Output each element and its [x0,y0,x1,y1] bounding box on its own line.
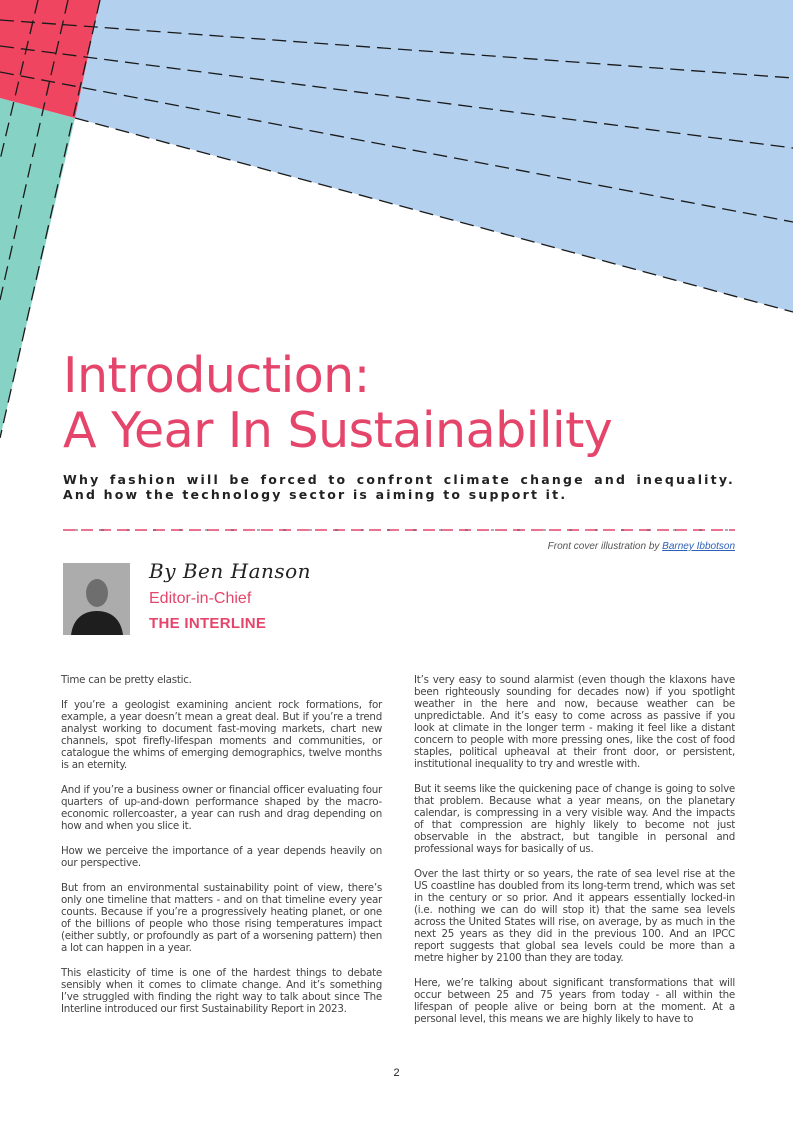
body-column-left [61,674,382,1028]
artist-link[interactable]: Barney Ibbotson [662,541,735,552]
credit-text: Front cover illustration by [547,541,660,552]
paragraph: Over the last thirty or so years, the rate of sea level rise at the US coastline has doubled from its long-term trend, which was set in the century or so prior. And it appears essentially locked-in (i.e. nothing we can do will stop it) that the same sea levels across the United States will rise, on average, by as much in the next 25 years as they did in the previous 100. And an IPCC report suggests that global sea levels could be more than a metre higher by 2100 than they are today. [414,868,735,964]
article-subtitle: Why fashion will be forced to confront climate change and inequality. And how the technology sector is aiming to support it. [63,472,735,502]
author-role: Editor-in-Chief [149,590,252,607]
paragraph: How we perceive the importance of a year depends heavily on our perspective. [61,845,382,869]
paragraph: But from an environmental sustainability point of view, there’s only one timeline that matters - and on that timeline every year counts. Because if you’re a progressively heating planet, or one of the billions of people who those rising temperatures impact (either subtly, or profoundly as part of a worsening pattern) then a lot can happen in a year. [61,882,382,954]
paragraph: But it seems like the quickening pace of change is going to solve that problem. Because what a year means, on the planetary calendar, is compressing in a very visible way. And the impacts of that compression are highly likely to become not just observable in the abstract, but tangible in personal and professional ways for basically of us. [414,783,735,855]
paragraph: Here, we’re talking about significant transformations that will occur between 25 and 75 years from today - all within the lifespan of people alive or being born at the moment. At a personal level, this means we are highly likely to have to [414,977,735,1025]
paragraph: This elasticity of time is one of the hardest things to debate sensibly when it comes to climate change. And it’s something I’ve struggled with finding the right way to talk about since The Interline introduced our first Sustainability Report in 2023. [61,967,382,1015]
title-line-2: A Year In Sustainability [63,402,613,459]
paragraph: If you’re a geologist examining ancient rock formations, for example, a year doesn’t mean a great deal. But if you’re a trend analyst working to document fast-moving markets, chart new channels, spot firefly-lifespan moments and communities, or catalogue the whims of emerging demographics, twelve months is an eternity. [61,699,382,771]
article-title [63,348,612,458]
body-column-right [414,674,735,1042]
page-number: 2 [393,1067,400,1079]
paragraph: And if you’re a business owner or financial officer evaluating four quarters of up-and-down performance shaped by the macro-economic rollercoaster, a year can rush and drag depending on how and when you slice it. [61,784,382,832]
illustration-credit [548,541,735,552]
publication-name: THE INTERLINE [149,615,267,632]
author-byline: By Ben Hanson [149,559,312,583]
blue-shape [75,0,793,312]
paragraph: It’s very easy to sound alarmist (even though the klaxons have been righteously sounding for decades now) if you spotlight weather in the here and now, because weather can be unpredictable. And it’s easy to come across as passive if you look at climate in the longer term - making it feel like a distant concern to people with more pressing ones, like the cost of food staples, political upheaval at their front door, or persistent, institutional inequality to try and wrestle with. [414,674,735,770]
title-line-1: Introduction: [63,347,370,404]
author-photo [63,563,130,635]
paragraph: Time can be pretty elastic. [61,674,192,686]
